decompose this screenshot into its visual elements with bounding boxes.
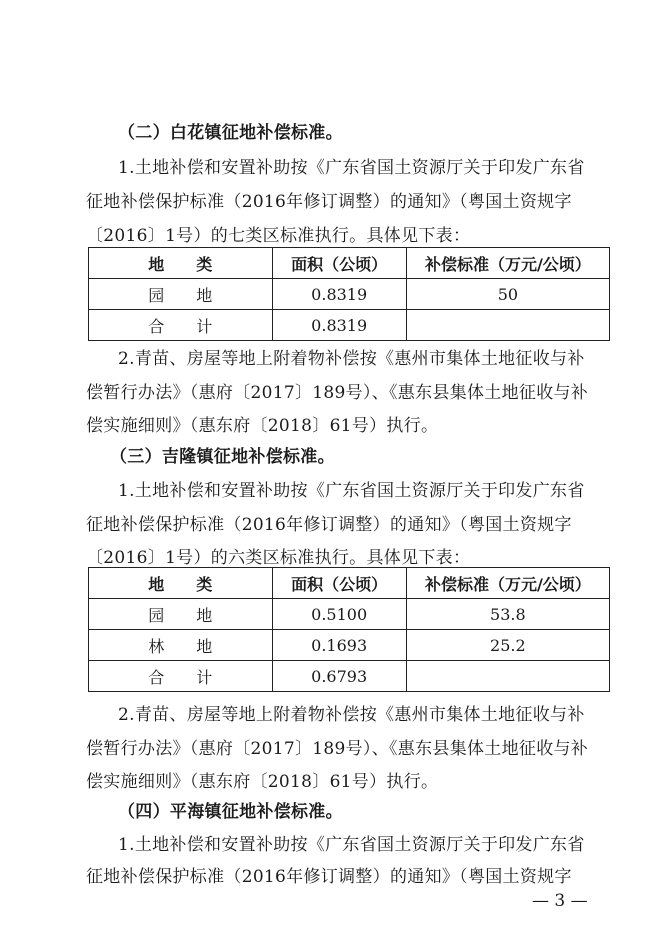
header-standard: 补偿标准（万元/公顷） [406,568,609,599]
paragraph-line: 偿实施细则》（惠东府〔2018〕61号）执行。 [86,416,439,436]
paragraph-line: 偿暂行办法》（惠府〔2017〕189号）、《惠东县集体土地征收与补 [86,739,589,759]
paragraph-line: 征地补偿保护标准（2016年修订调整）的通知》（粤国土资规字 [86,192,572,212]
cell-standard: 53.8 [406,599,609,630]
cell-area: 0.8319 [272,279,406,310]
header-area: 面积（公顷） [272,568,406,599]
table-row [89,310,610,341]
table-row [89,279,610,310]
paragraph-line: 偿暂行办法》（惠府〔2017〕189号）、《惠东县集体土地征收与补 [86,383,589,403]
paragraph-line: 1.土地补偿和安置补助按《广东省国土资源厅关于印发广东省 [118,481,585,501]
cell-land-type: 园 地 [89,279,273,310]
paragraph-line: 〔2016〕1号）的七类区标准执行。具体见下表： [86,226,471,246]
table-header-row [89,568,610,599]
cell-standard: 25.2 [406,630,609,661]
compensation-table [88,567,610,692]
paragraph-line: 征地补偿保护标准（2016年修订调整）的通知》（粤国土资规字 [86,515,572,535]
cell-land-type: 林 地 [89,630,273,661]
paragraph-line: 1.土地补偿和安置补助按《广东省国土资源厅关于印发广东省 [118,835,585,855]
paragraph-line: 2.青苗、房屋等地上附着物补偿按《惠州市集体土地征收与补 [118,349,585,369]
paragraph-line: 1.土地补偿和安置补助按《广东省国土资源厅关于印发广东省 [118,158,585,178]
header-standard: 补偿标准（万元/公顷） [406,248,609,279]
section-heading: （三）吉隆镇征地补偿标准。 [110,447,335,467]
section-heading: （四）平海镇征地补偿标准。 [118,802,343,822]
cell-standard: 50 [406,279,609,310]
header-land-type: 地 类 [89,248,273,279]
table-header-row [89,248,610,279]
paragraph-line: 偿实施细则》（惠东府〔2018〕61号）执行。 [86,772,439,792]
section-heading: （二）白花镇征地补偿标准。 [118,123,343,143]
cell-area: 0.8319 [272,310,406,341]
paragraph-line: 〔2016〕1号）的六类区标准执行。具体见下表： [86,548,471,568]
paragraph-line: 征地补偿保护标准（2016年修订调整）的通知》（粤国土资规字 [86,867,572,887]
table-row [89,599,610,630]
cell-area: 0.6793 [272,661,406,692]
table-row [89,630,610,661]
header-area: 面积（公顷） [272,248,406,279]
cell-land-type: 合 计 [89,661,273,692]
compensation-table [88,247,610,341]
cell-standard [406,310,609,341]
cell-area: 0.1693 [272,630,406,661]
cell-standard [406,661,609,692]
page-number: — 3 — [532,891,588,911]
paragraph-line: 2.青苗、房屋等地上附着物补偿按《惠州市集体土地征收与补 [118,705,585,725]
cell-land-type: 合 计 [89,310,273,341]
table-row [89,661,610,692]
header-land-type: 地 类 [89,568,273,599]
cell-area: 0.5100 [272,599,406,630]
cell-land-type: 园 地 [89,599,273,630]
